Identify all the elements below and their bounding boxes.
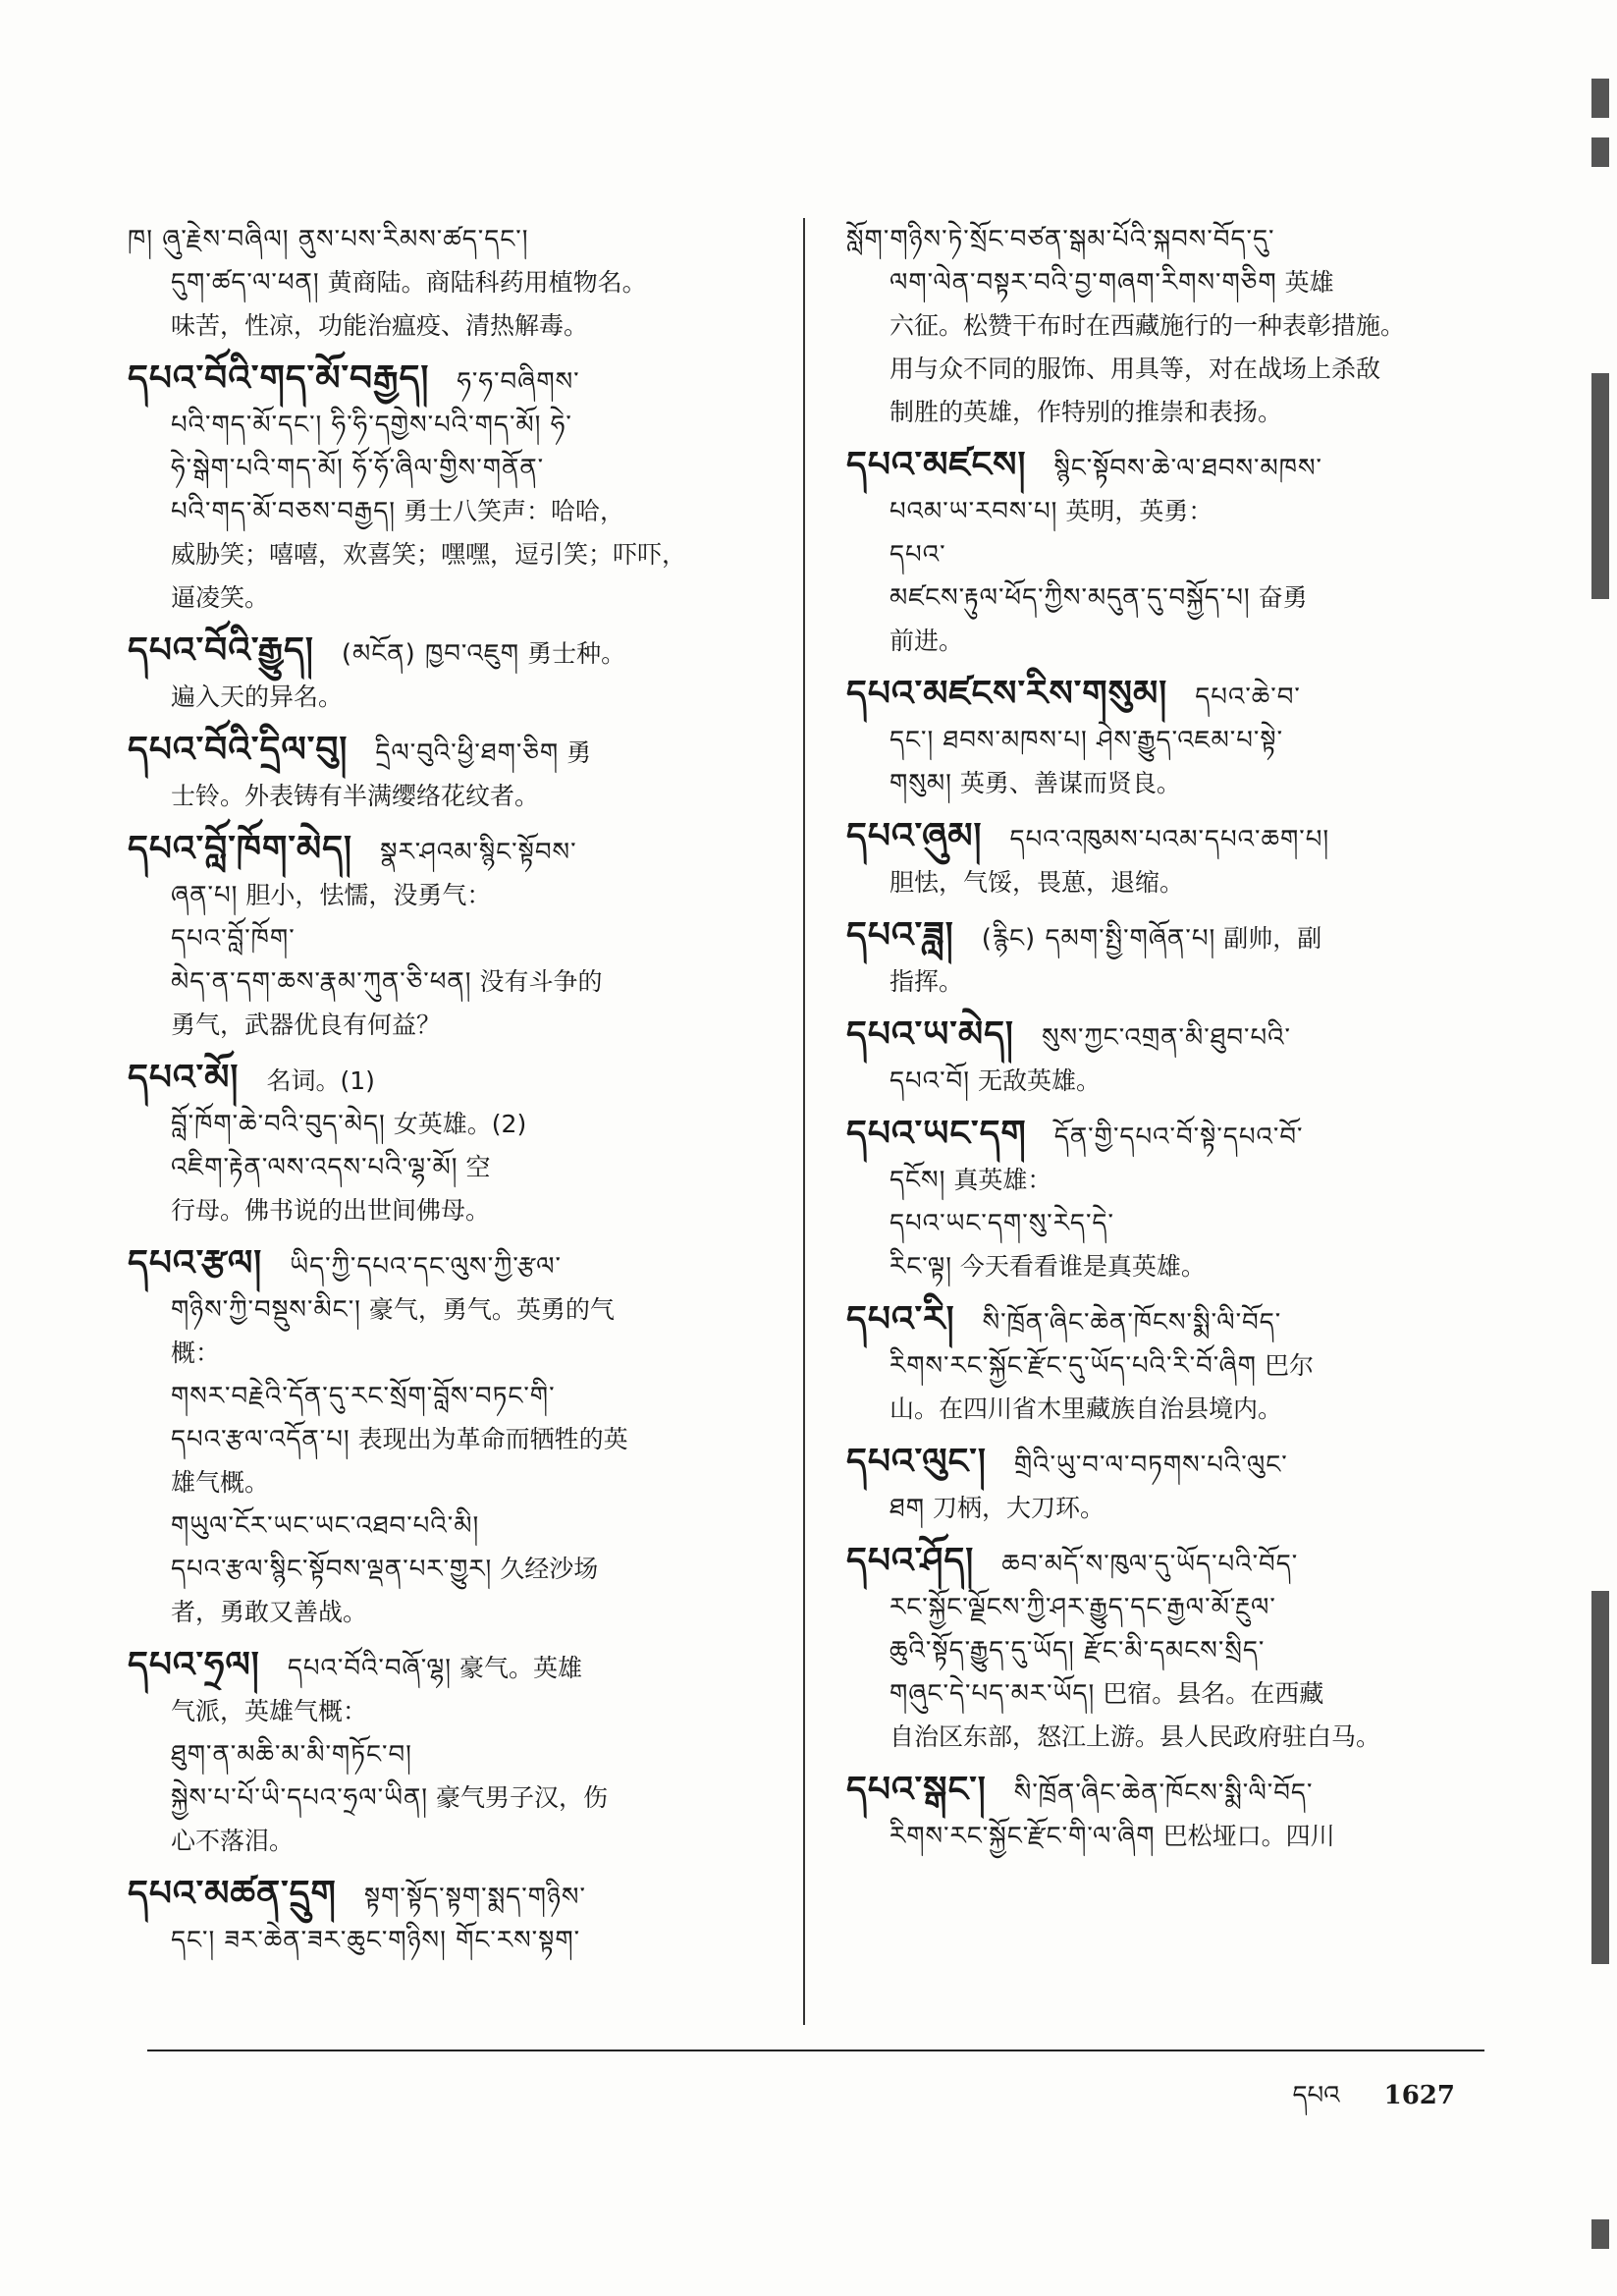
entry-line: [128, 917, 776, 960]
chinese-definition: 者，勇敢又善战。: [171, 1598, 368, 1626]
tibetan-text: གཉིས་ཀྱི་བསྡུས་མིང་།: [171, 1295, 361, 1325]
chinese-definition: 行母。佛书说的出世间佛母。: [171, 1196, 491, 1225]
tibetan-text: དོན་གྱི་དཔའ་བོ་སྟེ་དཔའ་བོ་: [1053, 1122, 1304, 1152]
dictionary-entry: [846, 444, 1486, 663]
chinese-definition: 勇气，武器优良有何益？: [171, 1011, 442, 1039]
chinese-definition: 真英雄：: [953, 1166, 1052, 1194]
entry-line: [128, 1004, 776, 1047]
dictionary-entry: [128, 1644, 776, 1863]
entry-headword: དཔའ་མཛངས་རིས་གསུམ།: [846, 674, 1168, 714]
entry-line: [846, 1202, 1486, 1245]
entry-line: [128, 874, 776, 917]
tibetan-text: སྙིང་སྟོབས་ཆེ་ལ་ཐབས་མཁས་: [1053, 454, 1322, 483]
entry-line: [846, 1298, 1486, 1344]
entry-headword: དཔའ་ལུང་།: [846, 1442, 987, 1482]
chinese-definition: 英明，英勇：: [1065, 497, 1213, 525]
tibetan-text: གཡུལ་ངོར་ཡང་ཡང་འཐབ་པའི་མི།: [171, 1511, 480, 1541]
chinese-definition: 副帅，副: [1223, 924, 1322, 953]
entry-line: [846, 490, 1486, 533]
entry-line: [846, 861, 1486, 904]
tibetan-text: (མངོན) ཁྱབ་འཇུག: [341, 639, 520, 669]
entry-line: [846, 533, 1486, 576]
chinese-definition: 女英雄。(2): [393, 1110, 527, 1138]
chinese-definition: 指挥。: [889, 967, 964, 996]
entry-headword: དཔའ་སྒང་།: [846, 1770, 987, 1810]
chinese-definition: 逼凌笑。: [171, 583, 270, 612]
right-column: [846, 218, 1486, 1868]
chinese-definition: 无敌英雄。: [977, 1066, 1101, 1095]
page-footer: [1292, 2067, 1455, 2139]
entry-headword: དཔའ་ཞུམ།: [846, 816, 983, 856]
entry-headword: དཔའ་མོ།: [128, 1058, 240, 1098]
chinese-definition: 勇: [566, 738, 592, 767]
tibetan-text: སྐྱེས་པ་པོ་ཡི་དཔའ་ཧྲལ་ཡིན།: [171, 1783, 429, 1813]
dictionary-entry: [846, 1113, 1486, 1288]
entry-line: [128, 1777, 776, 1820]
tibetan-text: སུས་ཀྱང་འགྲན་མི་ཐུབ་པའི་: [1041, 1023, 1292, 1053]
dictionary-entry: [128, 218, 776, 348]
entry-line: [128, 729, 776, 775]
dictionary-entry: [846, 1441, 1486, 1530]
chinese-definition: 英勇、善谋而贤良。: [959, 769, 1181, 797]
dictionary-entry: [846, 1013, 1486, 1103]
chinese-definition: 巴尔: [1264, 1351, 1314, 1380]
tibetan-text: པའི་གད་མོ་དང་། ཧི་ཧི་དགྱེས་པའི་གད་མོ། ཧེ་: [171, 410, 572, 440]
entry-line: [846, 261, 1486, 304]
entry-line: [846, 960, 1486, 1004]
chinese-definition: 味苦，性凉，功能治瘟疫、清热解毒。: [171, 311, 589, 340]
entry-headword: དཔའ་རྩལ།: [128, 1243, 263, 1284]
entry-line: [846, 1672, 1486, 1716]
tibetan-text: སྣར་ཤའམ་སྙིང་སྟོབས་: [380, 838, 577, 867]
entry-line: [846, 762, 1486, 805]
entry-line: [846, 719, 1486, 762]
entry-line: [846, 673, 1486, 719]
tibetan-text: ཧེ་སྒེག་པའི་གད་མོ། ཧོ་ཧོ་ཞིལ་གྱིས་གནོན་: [171, 454, 545, 483]
tibetan-text: ལག་ལེན་བསྟར་བའི་བྱ་གཞག་རིགས་གཅིག: [889, 268, 1277, 298]
entry-headword: དཔའ་ཤོད།: [846, 1541, 975, 1581]
dictionary-entry: [846, 914, 1486, 1004]
entry-headword: དཔའ་ཟླ།: [846, 915, 954, 956]
column-divider: [803, 218, 805, 2025]
chinese-definition: 豪气。英雄: [459, 1654, 583, 1682]
tibetan-text: ཧ་ཧ་བཞིགས་: [457, 367, 580, 397]
tibetan-text: ཞན་པ།: [171, 881, 239, 910]
tibetan-text: ཐག: [889, 1494, 926, 1523]
tibetan-text: དཔའ་རྩལ་སྙིང་སྟོབས་ལྡན་པར་གྱུར།: [171, 1555, 493, 1584]
chinese-definition: 巴宿。县名。在西藏: [1103, 1679, 1324, 1708]
entry-line: [128, 533, 776, 576]
chinese-definition: 豪气男子汉，伤: [436, 1783, 609, 1812]
tibetan-text: རིགས་རང་སྐྱོང་རྫོང་གི་ལ་ཞིག: [889, 1822, 1156, 1851]
entry-line: [846, 1629, 1486, 1672]
entry-line: [128, 261, 776, 304]
entry-line: [846, 1344, 1486, 1388]
dictionary-entry: [128, 1057, 776, 1232]
scan-edge-marks: [1588, 59, 1609, 2269]
chinese-definition: 山。在四川省木里藏族自治县境内。: [889, 1394, 1283, 1423]
chinese-definition: 豪气，勇气。英勇的气: [368, 1295, 615, 1324]
dictionary-entry: [846, 815, 1486, 904]
entry-line: [128, 490, 776, 533]
entry-line: [846, 1159, 1486, 1202]
tibetan-text: སི་ཁྲོན་ཞིང་ཆེན་ཁོངས་སྨི་ལི་བོད་: [982, 1308, 1282, 1338]
entry-line: [846, 218, 1486, 261]
tibetan-text: དྲིལ་བུའི་ཕྱི་ཐག་ཅིག: [375, 738, 560, 768]
dictionary-entry: [846, 1540, 1486, 1759]
tibetan-text: གསུམ།: [889, 769, 952, 798]
entry-headword: དཔའ་ཡང་དག: [846, 1114, 1027, 1154]
entry-line: [128, 304, 776, 348]
entry-line: [128, 1733, 776, 1777]
dictionary-entry: [128, 828, 776, 1047]
dictionary-entry: [128, 629, 776, 719]
tibetan-text: སྟག་སྟོད་སྟག་སྨད་གཉིས་: [363, 1883, 586, 1912]
tibetan-text: ཆུའི་སྟོད་རྒྱུད་དུ་ཡོད། རྫོང་མི་དམངས་སྲིད་: [889, 1636, 1266, 1666]
entry-line: [128, 828, 776, 874]
tibetan-text: (རྙིང) དམག་སྤྱི་གཞོན་པ།: [981, 924, 1216, 954]
chinese-definition: 刀柄，大刀环。: [932, 1494, 1105, 1522]
tibetan-text: ཐུག་ན་མཆི་མ་མི་གཏོང་བ།: [171, 1740, 412, 1770]
entry-line: [846, 1540, 1486, 1586]
entry-line: [128, 1375, 776, 1418]
dictionary-entry: [846, 1769, 1486, 1858]
dictionary-entry: [128, 729, 776, 818]
entry-line: [128, 1288, 776, 1332]
chinese-definition: 前进。: [889, 627, 964, 655]
chinese-definition: 心不落泪。: [171, 1827, 295, 1855]
tibetan-text: དཔའ་བོའི་བཞོ་ལྷ།: [287, 1654, 453, 1683]
entry-headword: དཔའ་མཛངས།: [846, 445, 1027, 485]
chinese-definition: 雄气概。: [171, 1468, 270, 1497]
entry-line: [128, 629, 776, 676]
entry-line: [846, 1586, 1486, 1629]
entry-line: [846, 1060, 1486, 1103]
entry-headword: དཔའ་ཧྲལ།: [128, 1645, 260, 1685]
tibetan-text: གཞུང་དེ་པད་མར་ཡོད།: [889, 1679, 1096, 1709]
tibetan-text: དང་། ཟར་ཆེན་ཟར་ཆུང་གཉིས། གོང་རས་སྟག་: [171, 1926, 581, 1955]
tibetan-text: པའི་གད་མོ་བཅས་བརྒྱད།: [171, 497, 397, 526]
chinese-definition: 空: [465, 1153, 491, 1181]
entry-line: [128, 1146, 776, 1189]
tibetan-text: དཔའ་འཁུམས་པའམ་དཔའ་ཆག་པ།: [1009, 825, 1330, 854]
entry-headword: དཔའ་རི།: [846, 1299, 955, 1339]
chinese-definition: 气派，英雄气概：: [171, 1697, 368, 1725]
page-number: 1627: [1383, 2081, 1455, 2110]
chinese-definition: 用与众不同的服饰、用具等，对在战场上杀敌: [889, 355, 1381, 383]
entry-line: [128, 447, 776, 490]
entry-line: [128, 404, 776, 447]
chinese-definition: 胆怯，气馁，畏葸，退缩。: [889, 868, 1185, 897]
entry-line: [128, 960, 776, 1004]
tibetan-text: པའམ་ཡ་རབས་པ།: [889, 497, 1058, 526]
chinese-definition: 名词。(1): [266, 1066, 375, 1095]
entry-line: [128, 775, 776, 818]
chinese-definition: 勇士八笑声：哈哈，: [404, 497, 625, 525]
tibetan-text: ཁ། ཞུ་རྗེས་བཞིལ། ནུས་པས་རིམས་ཚད་དང་།: [128, 225, 529, 254]
entry-headword: དཔའ་མཚན་དྲུག: [128, 1874, 337, 1914]
dictionary-entry: [128, 357, 776, 620]
entry-headword: དཔའ་བློ་ཁོག་མེད།: [128, 829, 353, 869]
entry-line: [846, 620, 1486, 663]
chinese-definition: 威胁笑；嘻嘻，欢喜笑；嘿嘿，逗引笑；吓吓，: [171, 540, 687, 569]
entry-line: [128, 357, 776, 404]
entry-headword: དཔའ་བོའི་རྒྱུད།: [128, 630, 314, 671]
entry-line: [846, 1113, 1486, 1159]
entry-line: [846, 391, 1486, 434]
chinese-definition: 今天看看谁是真英雄。: [959, 1252, 1206, 1281]
tibetan-text: དཔའ་བློ་ཁོག་: [171, 924, 296, 954]
tibetan-text: མཛངས་རྟུལ་ཕོད་ཀྱིས་མདུན་དུ་བསྐྱོད་པ།: [889, 583, 1251, 613]
tibetan-text: རང་སྐྱོང་ལྗོངས་ཀྱི་ཤར་རྒྱུད་དང་རྒྱལ་མོ་རྔུལ་: [889, 1593, 1276, 1622]
entry-line: [846, 304, 1486, 348]
entry-line: [128, 1242, 776, 1288]
entry-headword: དཔའ་བོའི་གད་མོ་བརྒྱད།: [128, 358, 430, 399]
entry-line: [128, 218, 776, 261]
entry-line: [128, 1820, 776, 1863]
left-column: [128, 218, 776, 1972]
chinese-definition: 自治区东部，怒江上游。县人民政府驻白马。: [889, 1722, 1381, 1751]
chinese-definition: 胆小，怯懦，没勇气：: [245, 881, 492, 909]
tibetan-text: སི་ཁྲོན་ཞིང་ཆེན་ཁོངས་སྨི་ལི་བོད་: [1013, 1778, 1314, 1808]
chinese-definition: 概：: [171, 1339, 221, 1367]
entry-line: [128, 1504, 776, 1548]
entry-line: [846, 1013, 1486, 1060]
entry-line: [128, 1057, 776, 1103]
entry-headword: དཔའ་ཡ་མེད།: [846, 1014, 1014, 1055]
tibetan-text: དཔའ་ཆེ་བ་: [1195, 683, 1301, 712]
entry-line: [846, 1388, 1486, 1431]
chinese-definition: 士铃。外表铸有半满缨络花纹者。: [171, 782, 540, 810]
entry-line: [128, 1690, 776, 1733]
chinese-definition: 黄商陆。商陆科药用植物名。: [327, 268, 647, 297]
entry-line: [128, 1919, 776, 1962]
entry-line: [846, 815, 1486, 861]
entry-line: [128, 1332, 776, 1375]
dictionary-entry: [846, 218, 1486, 434]
chinese-definition: 表现出为革命而牺牲的英: [357, 1425, 628, 1453]
tibetan-text: དངོས།: [889, 1166, 946, 1195]
entry-line: [128, 1644, 776, 1690]
tibetan-text: གསར་བརྗེའི་དོན་དུ་རང་སྲོག་བློས་བཏང་གི་: [171, 1382, 556, 1411]
entry-line: [846, 1487, 1486, 1530]
chinese-definition: 久经沙场: [500, 1555, 599, 1583]
chinese-definition: 奋勇: [1258, 583, 1308, 612]
dictionary-entry: [846, 1298, 1486, 1431]
tibetan-text: རིང་ལྟ།: [889, 1252, 952, 1282]
chinese-definition: 巴松垭口。四川: [1162, 1822, 1335, 1850]
entry-line: [128, 1873, 776, 1919]
entry-line: [846, 1769, 1486, 1815]
dictionary-entry: [846, 673, 1486, 805]
entry-line: [128, 1461, 776, 1504]
tibetan-text: དཔའ་རྩལ་འདོན་པ།: [171, 1425, 350, 1454]
entry-line: [846, 1245, 1486, 1288]
entry-line: [128, 1548, 776, 1591]
tibetan-text: བློ་ཁོག་ཆེ་བའི་བུད་མེད།: [171, 1110, 386, 1139]
tibetan-text: འཇིག་རྟེན་ལས་འདས་པའི་ལྷ་མོ།: [171, 1153, 458, 1182]
chinese-definition: 制胜的英雄，作特别的推崇和表扬。: [889, 398, 1283, 426]
tibetan-text: དང་། ཐབས་མཁས་པ། ཤེས་རྒྱུད་འཇམ་པ་སྟེ་: [889, 726, 1284, 755]
entry-line: [128, 1103, 776, 1146]
chinese-definition: 英雄: [1284, 268, 1334, 297]
entry-line: [128, 1418, 776, 1461]
entry-line: [846, 348, 1486, 391]
tibetan-text: དཔའ་: [889, 540, 946, 570]
chinese-definition: 没有斗争的: [479, 967, 603, 996]
tibetan-text: དཔའ་བོ།: [889, 1066, 970, 1096]
tibetan-text: མེད་ན་དག་ཆས་རྣམ་ཀུན་ཅི་ཕན།: [171, 967, 472, 997]
entry-line: [846, 914, 1486, 960]
entry-line: [128, 576, 776, 620]
tibetan-text: སློག་གཉིས་ཏེ་སྲོང་བཙན་སྒམ་པོའི་སྐབས་བོད་དུ་: [846, 225, 1275, 254]
entry-line: [128, 676, 776, 719]
tibetan-text: རིགས་རང་སྐྱོང་རྫོང་དུ་ཡོད་པའི་རི་བོ་ཞིག: [889, 1351, 1257, 1381]
entry-headword: དཔའ་བོའི་དྲིལ་བུ།: [128, 730, 349, 770]
tibetan-text: དུག་ཚད་ལ་ཕན།: [171, 268, 320, 298]
dictionary-entry: [128, 1242, 776, 1634]
tibetan-text: ཡིད་ཀྱི་དཔའ་དང་ལུས་ཀྱི་རྩལ་: [290, 1252, 563, 1282]
footer-rule: [147, 2050, 1484, 2051]
entry-line: [128, 1189, 776, 1232]
entry-line: [846, 1815, 1486, 1858]
tibetan-text: གྲིའི་ཡུ་བ་ལ་བཏགས་པའི་ལུང་: [1013, 1450, 1288, 1480]
tibetan-text: དཔའ་ཡང་དག་སུ་རེད་དེ་: [889, 1209, 1114, 1238]
chinese-definition: 遍入天的异名。: [171, 683, 344, 711]
entry-line: [846, 444, 1486, 490]
dictionary-entry: [128, 1873, 776, 1962]
tibetan-text: ཆབ་མདོ་ས་ཁུལ་དུ་ཡོད་པའི་བོད་: [1001, 1550, 1299, 1579]
entry-line: [846, 1441, 1486, 1487]
entry-line: [128, 1591, 776, 1634]
chinese-definition: 六征。松赞干布时在西藏施行的一种表彰措施。: [889, 311, 1406, 340]
guide-word: དཔའ: [1292, 2081, 1340, 2110]
entry-line: [846, 1716, 1486, 1759]
entry-line: [846, 576, 1486, 620]
chinese-definition: 勇士种。: [527, 639, 626, 668]
